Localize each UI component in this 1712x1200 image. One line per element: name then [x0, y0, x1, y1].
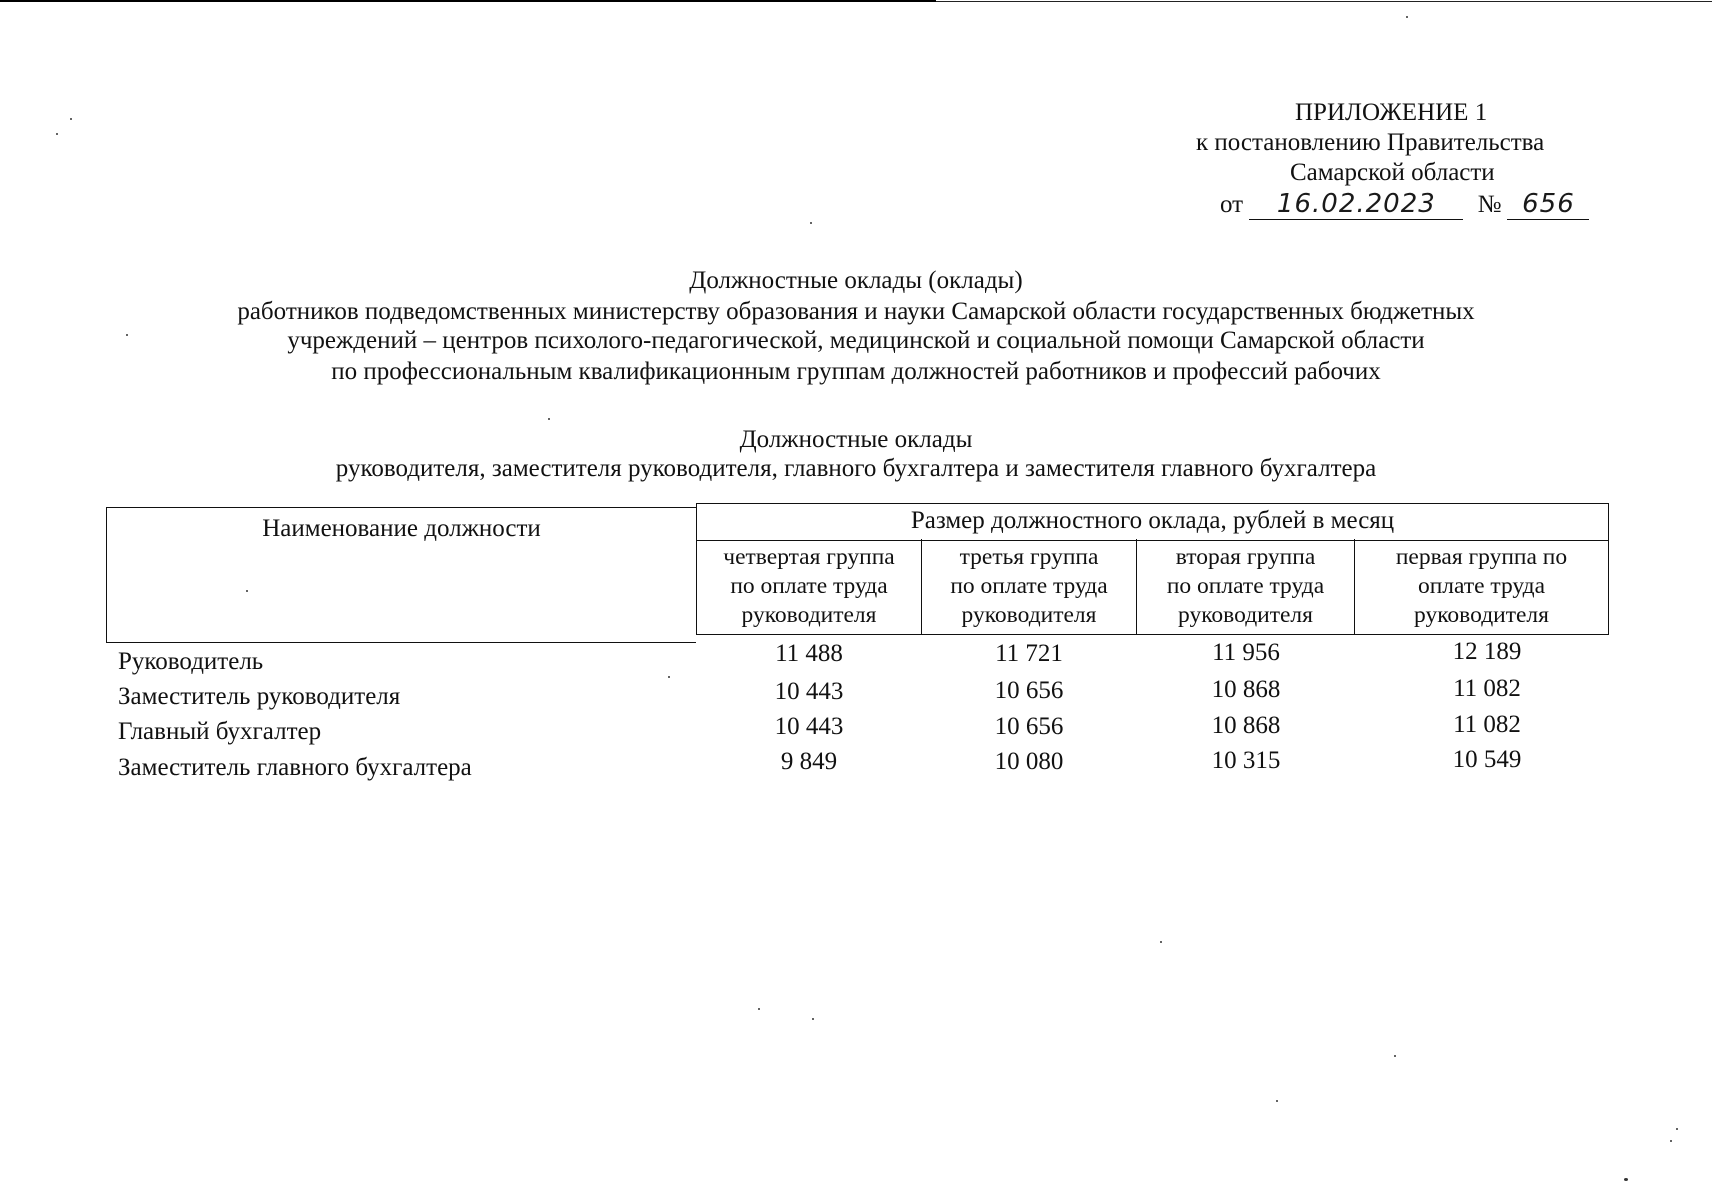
salary-value: 10 080 — [994, 748, 1064, 775]
table-row — [106, 713, 1609, 747]
group-header-1 — [1354, 539, 1609, 635]
salary-value: 11 082 — [1453, 711, 1521, 738]
handwritten-date: 16.02.2023 — [1249, 189, 1463, 220]
handwritten-number: 656 — [1507, 189, 1589, 220]
appendix-date-line — [1220, 189, 1589, 220]
position-name-header: Наименование должности — [106, 507, 696, 643]
salary-value: 10 868 — [1211, 712, 1281, 739]
group-header-line: вторая группа — [1175, 544, 1316, 570]
salary-value: 10 443 — [774, 713, 844, 740]
scan-speck — [1676, 1128, 1678, 1130]
salary-value: 10 443 — [774, 678, 844, 705]
date-prefix: от — [1220, 191, 1244, 218]
scan-top-edge-thin — [936, 1, 1712, 2]
section-heading-line-2: руководителя, заместителя руководителя, главного бухгалтера и заместителя главного бухгалтера — [335, 455, 1377, 482]
document-heading-line-4: по профессиональным квалификационным группам должностей работников и профессий рабочих — [331, 358, 1381, 385]
group-header-line: по оплате труда — [950, 573, 1108, 599]
document-heading-line-2: работников подведомственных министерству образования и науки Самарской области государственных бюджетных — [237, 298, 1475, 325]
appendix-decree-line: к постановлению Правительства — [1196, 129, 1545, 156]
appendix-title: ПРИЛОЖЕНИЕ 1 — [1295, 99, 1488, 126]
scan-speck — [1670, 1140, 1672, 1142]
salary-value: 11 956 — [1212, 639, 1280, 666]
group-header-line: третья группа — [959, 544, 1099, 570]
salary-value: 11 721 — [995, 640, 1063, 667]
group-header-line: по оплате труда — [730, 573, 888, 599]
group-header-line: руководителя — [961, 602, 1097, 628]
group-header-line: оплате труда — [1417, 573, 1546, 599]
appendix-region-line: Самарской области — [1290, 159, 1495, 186]
group-header-3 — [921, 539, 1136, 635]
position-name: Руководитель — [118, 648, 264, 675]
salary-value: 10 549 — [1452, 746, 1522, 773]
group-header-line: первая группа по — [1395, 544, 1568, 570]
scan-speck — [1406, 16, 1408, 18]
group-header-line: руководителя — [1414, 602, 1549, 628]
group-header-line: четвертая группа — [723, 544, 895, 570]
table-row — [106, 638, 1609, 677]
group-header-line: по оплате труда — [1166, 573, 1325, 599]
document-heading-line-3: учреждений – центров психолого-педагогической, медицинской и социальной помощи Самарской области — [287, 327, 1425, 354]
scan-speck — [758, 1008, 760, 1010]
salary-value: 10 315 — [1211, 747, 1281, 774]
table-row — [106, 746, 1609, 783]
scan-speck — [548, 418, 550, 420]
position-name: Заместитель главного бухгалтера — [118, 754, 472, 781]
scan-speck — [812, 1018, 814, 1020]
number-sign: № — [1477, 191, 1502, 218]
group-header-line: руководителя — [741, 602, 877, 628]
group-header-4 — [696, 539, 921, 635]
section-heading-line-1: Должностные оклады — [739, 426, 973, 453]
position-name: Главный бухгалтер — [118, 718, 322, 745]
salary-value: 10 868 — [1211, 676, 1281, 703]
group-header-2 — [1136, 539, 1354, 635]
table-row — [106, 677, 1609, 711]
scan-speck — [1276, 1100, 1278, 1102]
scan-speck — [1160, 941, 1162, 943]
scan-speck — [810, 222, 812, 224]
scan-speck — [1624, 1178, 1628, 1181]
scan-top-edge — [0, 0, 936, 2]
salary-table-header — [106, 503, 1609, 643]
salary-value: 10 656 — [994, 677, 1064, 704]
scan-speck — [70, 118, 72, 120]
group-header-line: руководителя — [1178, 602, 1313, 628]
salary-size-header: Размер должностного оклада, рублей в месяц — [696, 503, 1609, 541]
position-name: Заместитель руководителя — [118, 683, 401, 710]
salary-value: 10 656 — [994, 713, 1064, 740]
salary-value: 11 082 — [1453, 675, 1521, 702]
salary-value: 11 488 — [775, 640, 843, 667]
salary-value: 12 189 — [1452, 638, 1522, 665]
document-heading-line-1: Должностные оклады (оклады) — [689, 267, 1023, 294]
salary-value: 9 849 — [780, 748, 838, 775]
scan-speck — [1394, 1055, 1396, 1057]
scan-speck — [56, 133, 58, 135]
